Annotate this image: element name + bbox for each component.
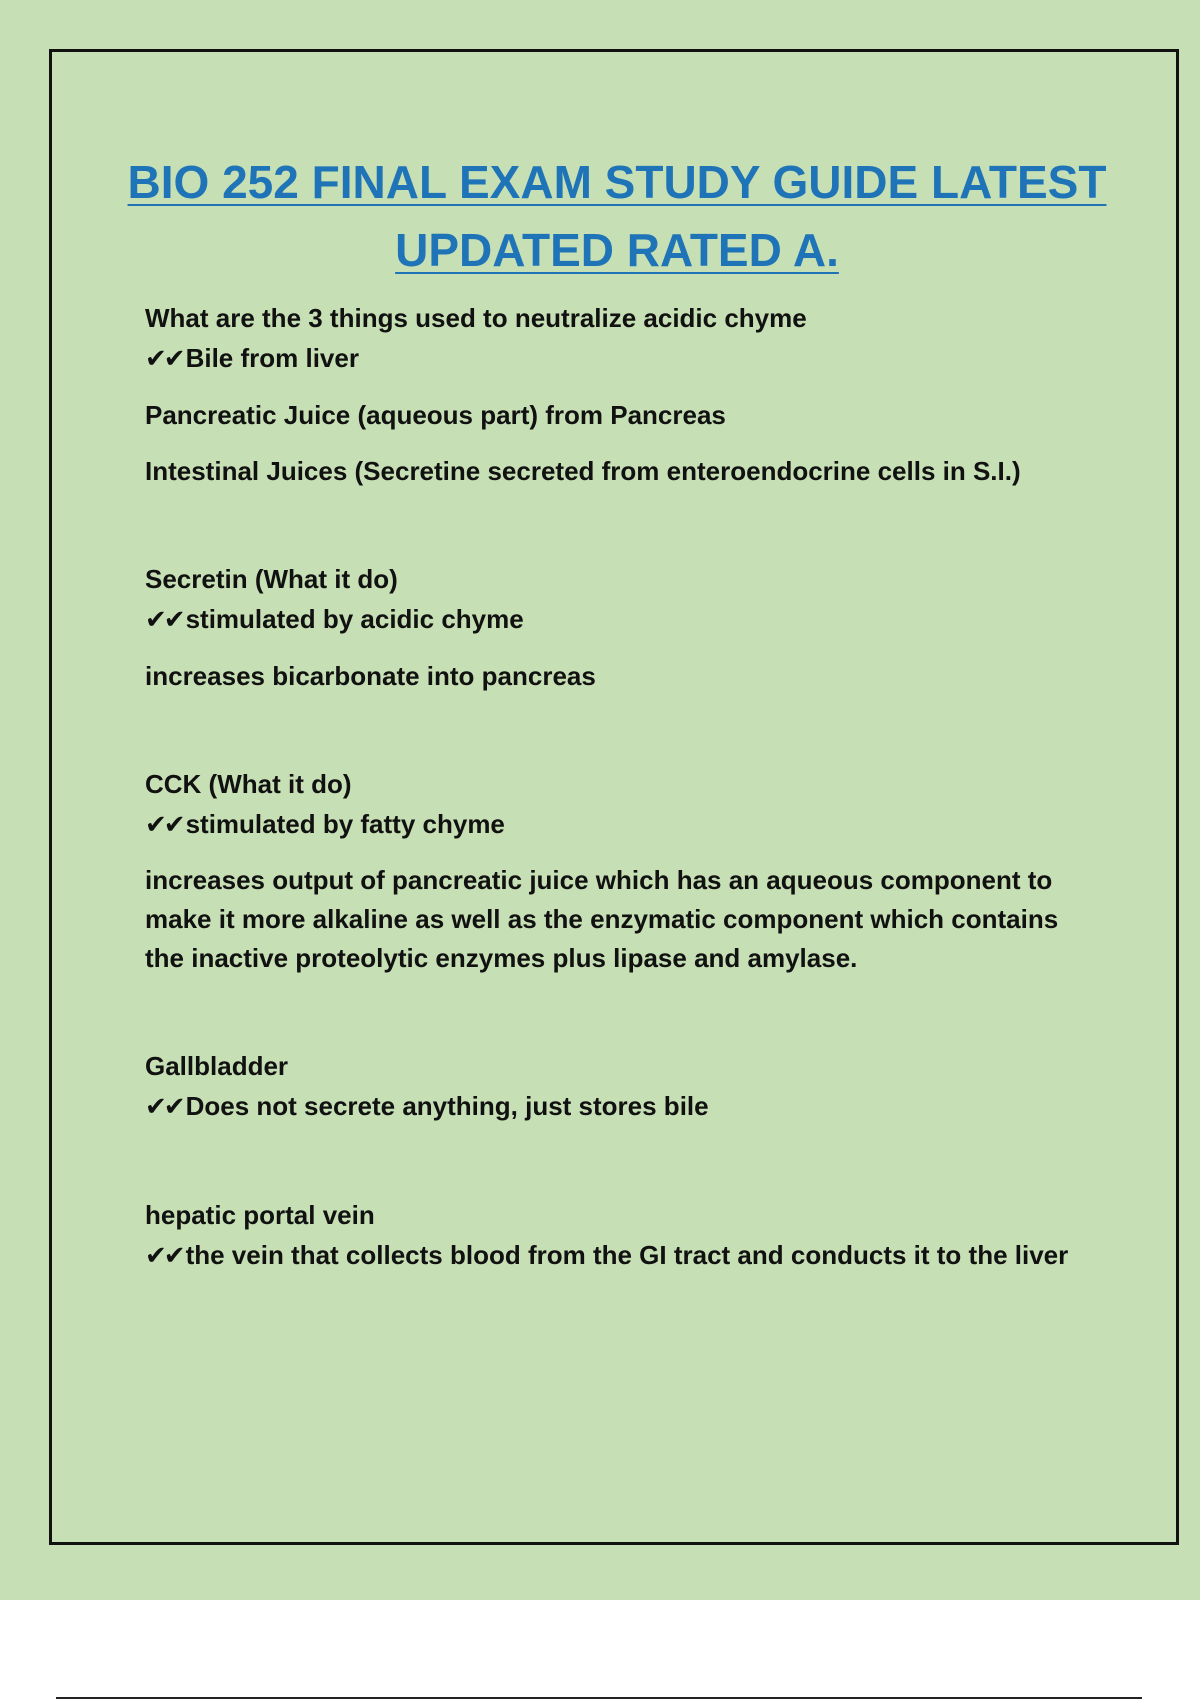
answer-text: Bile from liver [185, 343, 359, 373]
study-guide-content [145, 298, 1085, 1276]
double-check-icon: ✔✔ [145, 344, 183, 374]
double-check-icon: ✔✔ [145, 1241, 183, 1271]
question-text: Gallbladder [145, 1051, 289, 1081]
title-line-2: UPDATED RATED A. [395, 224, 839, 276]
answer-paragraph: Intestinal Juices (Secretine secreted from enteroendocrine cells in S.I.) [145, 456, 1021, 486]
answer-text: stimulated by acidic chyme [185, 604, 524, 634]
answer-line [145, 1086, 1085, 1127]
answer-text: the vein that collects blood from the GI tract and conducts it to the liver [185, 1240, 1069, 1270]
answer-paragraph: increases bicarbonate into pancreas [145, 661, 596, 691]
question-text: CCK (What it do) [145, 769, 352, 799]
answer-line [145, 599, 1085, 640]
answer-line [145, 804, 1085, 845]
document-title [0, 148, 1200, 284]
answer-line [145, 338, 1085, 379]
question-text: What are the 3 things used to neutralize acidic chyme [145, 303, 807, 333]
footer-divider [56, 1697, 1142, 1699]
double-check-icon: ✔✔ [145, 1092, 183, 1122]
answer-text: Does not secrete anything, just stores bile [185, 1091, 709, 1121]
question-text: Secretin (What it do) [145, 564, 398, 594]
answer-text: stimulated by fatty chyme [185, 809, 505, 839]
answer-paragraph: increases output of pancreatic juice which has an aqueous component to make it more alkaline as well as the enzymatic component which contains the inactive proteolytic enzymes plus lipase and amylase. [145, 865, 1059, 973]
double-check-icon: ✔✔ [145, 605, 183, 635]
title-line-1: BIO 252 FINAL EXAM STUDY GUIDE LATEST [127, 156, 1107, 208]
question-text: hepatic portal vein [145, 1200, 375, 1230]
double-check-icon: ✔✔ [145, 810, 183, 840]
answer-paragraph: Pancreatic Juice (aqueous part) from Pancreas [145, 400, 726, 430]
answer-line [145, 1235, 1085, 1276]
